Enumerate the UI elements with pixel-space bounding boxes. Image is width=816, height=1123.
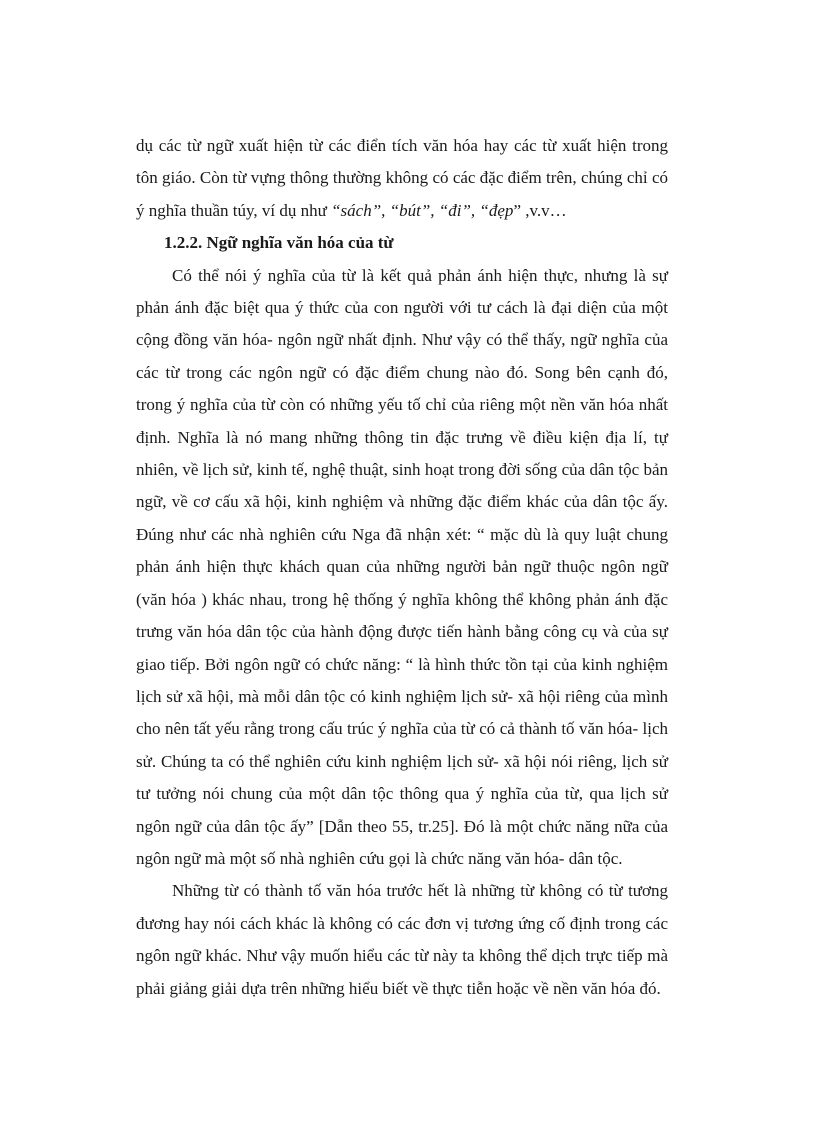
paragraph-2: Có thể nói ý nghĩa của từ là kết quả phản ánh hiện thực, nhưng là sự phản ánh đặc biệt qua ý thức của con người với tư cách là đại diện của một cộng đồng văn hóa- ngôn ngữ nhất định. Như vậy có thể thấy, ngữ nghĩa của các từ trong các ngôn ngữ có đặc điểm chung nào đó. Song bên cạnh đó, trong ý nghĩa của từ còn có những yếu tố chỉ của riêng một nền văn hóa nhất định. Nghĩa là nó mang những thông tin đặc trưng về điều kiện địa lí, tự nhiên, về lịch sử, kinh tế, nghệ thuật, sinh hoạt trong đời sống của dân tộc bản ngữ, về cơ cấu xã hội, kinh nghiệm và những đặc điểm khác của dân tộc ấy. Đúng như các nhà nghiên cứu Nga đã nhận xét: “ mặc dù là quy luật chung phản ánh hiện thực khách quan của những người bản ngữ thuộc ngôn ngữ (văn hóa ) khác nhau, trong hệ thống ý nghĩa không thể không phản ánh đặc trưng văn hóa dân tộc của hành động được tiến hành bằng công cụ và của sự giao tiếp. Bởi ngôn ngữ có chức năng: “ là hình thức tồn tại của kinh nghiệm lịch sử xã hội, mà mỗi dân tộc có kinh nghiệm lịch sử- xã hội riêng của mình cho nên tất yếu rằng trong cấu trúc ý nghĩa của từ có cả thành tố văn hóa- lịch sử. Chúng ta có thể nghiên cứu kinh nghiệm lịch sử- xã hội nói riêng, lịch sử tư tưởng nói chung của một dân tộc thông qua ý nghĩa của từ, qua lịch sử ngôn ngữ của dân tộc ấy” [Dẫn theo 55, tr.25]. Đó là một chức năng nữa của ngôn ngữ mà một số nhà nghiên cứu gọi là chức năng văn hóa- dân tộc.	[136, 265, 668, 868]
paragraph-3: Những từ có thành tố văn hóa trước hết là những từ không có từ tương đương hay nói cách khác là không có các đơn vị tương ứng cố định trong các ngôn ngữ khác. Như vậy muốn hiểu các từ này ta không thể dịch trực tiếp mà phải giảng giải dựa trên những hiểu biết về thực tiễn hoặc về nền văn hóa đó.	[136, 881, 668, 998]
page-body	[136, 130, 668, 1005]
paragraph-1-text-b: ” ,v.v…	[513, 200, 567, 220]
paragraph-1	[136, 130, 668, 227]
paragraph-1-examples: “sách”, “bút”, “đi”, “đẹp	[331, 200, 514, 220]
paragraph-1-text-a: dụ các từ ngữ xuất hiện từ các điển tích văn hóa hay các từ xuất hiện trong tôn giáo. Còn từ vựng thông thường không có các đặc điểm trên, chúng chỉ có ý nghĩa thuần túy, ví dụ như	[136, 136, 668, 220]
section-heading: 1.2.2. Ngữ nghĩa văn hóa của từ	[164, 233, 394, 253]
